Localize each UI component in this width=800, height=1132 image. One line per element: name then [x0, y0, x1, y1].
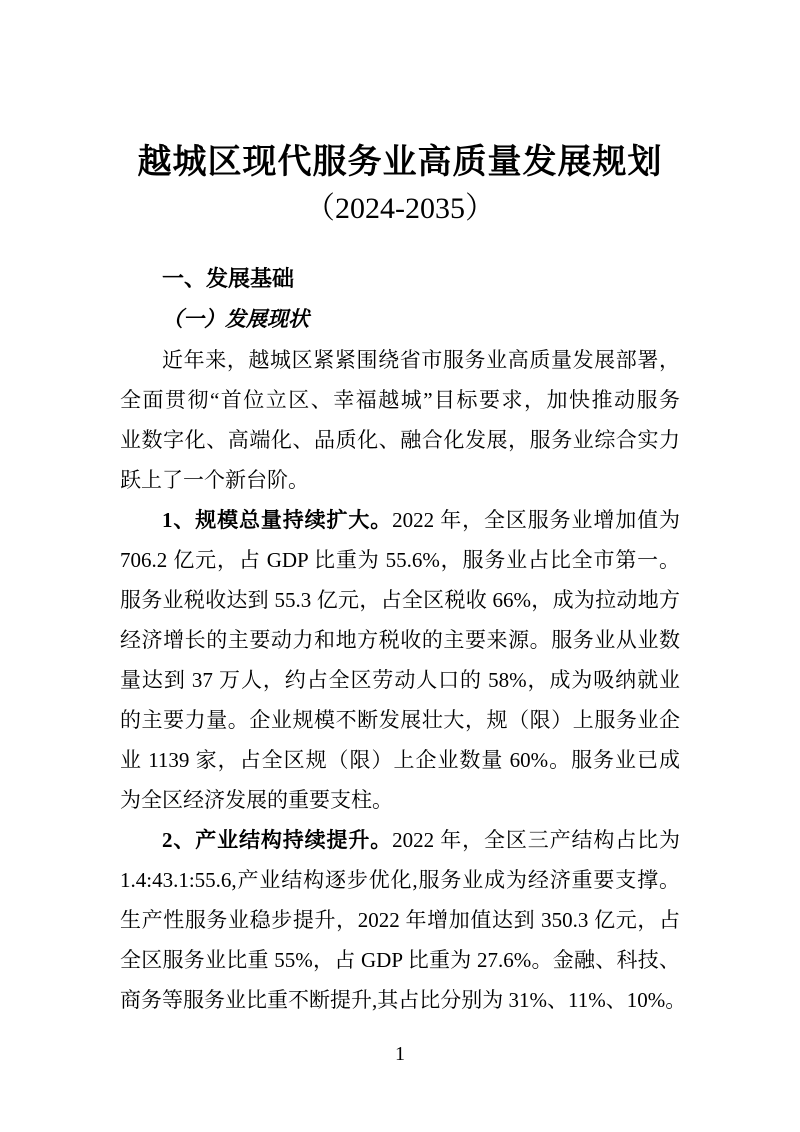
paragraph-line: 经济增长的主要动力和地方税收的主要来源。服务业从业数 — [120, 628, 680, 652]
paragraph-line: 为全区经济发展的重要支柱。 — [120, 788, 393, 812]
page-number: 1 — [395, 1043, 405, 1065]
paragraph-line: 业数字化、高端化、品质化、融合化发展，服务业综合实力 — [120, 428, 680, 452]
paragraph-line: 近年来，越城区紧紧围绕省市服务业高质量发展部署， — [162, 348, 680, 372]
paragraph-line: 全面贯彻“首位立区、幸福越城”目标要求，加快推动服务 — [120, 388, 680, 412]
subsection-heading: （一）发展现状 — [162, 307, 309, 331]
paragraph-line: 1.4:43.1:55.6,产业结构逐步优化,服务业成为经济重要支撑。 — [120, 868, 680, 892]
document-title: 越城区现代服务业高质量发展规划 — [137, 144, 663, 181]
paragraph-line: 706.2 亿元，占 GDP 比重为 55.6%，服务业占比全市第一。 — [120, 548, 680, 572]
paragraph-line — [120, 500, 680, 540]
paragraph-line: 生产性服务业稳步提升，2022 年增加值达到 350.3 亿元，占 — [120, 908, 680, 932]
paragraph-line — [120, 820, 680, 860]
paragraph-lead: 2、产业结构持续提升。 — [162, 828, 393, 852]
section-heading: 一、发展基础 — [162, 266, 295, 291]
paragraph-line: 服务业税收达到 55.3 亿元，占全区税收 66%，成为拉动地方 — [120, 588, 680, 612]
paragraph-line: 量达到 37 万人，约占全区劳动人口的 58%，成为吸纳就业 — [120, 668, 680, 692]
paragraph-lead: 1、规模总量持续扩大。 — [162, 508, 393, 532]
paragraph-lead-rest: 2022 年，全区服务业增加值为 — [392, 508, 680, 532]
paragraph-line: 商务等服务业比重不断提升,其占比分别为 31%、11%、10%。 — [120, 988, 687, 1012]
paragraph-line: 全区服务业比重 55%，占 GDP 比重为 27.6%。金融、科技、 — [120, 948, 680, 972]
paragraph-lead-rest: 2022 年，全区三产结构占比为 — [392, 828, 680, 852]
paragraph-line: 的主要力量。企业规模不断发展壮大，规（限）上服务业企 — [120, 708, 680, 732]
paragraph-line: 跃上了一个新台阶。 — [120, 468, 309, 492]
document-subtitle: （2024-2035） — [305, 192, 495, 225]
body-text — [120, 340, 687, 1020]
paragraph-line: 业 1139 家，占全区规（限）上企业数量 60%。服务业已成 — [120, 748, 680, 772]
